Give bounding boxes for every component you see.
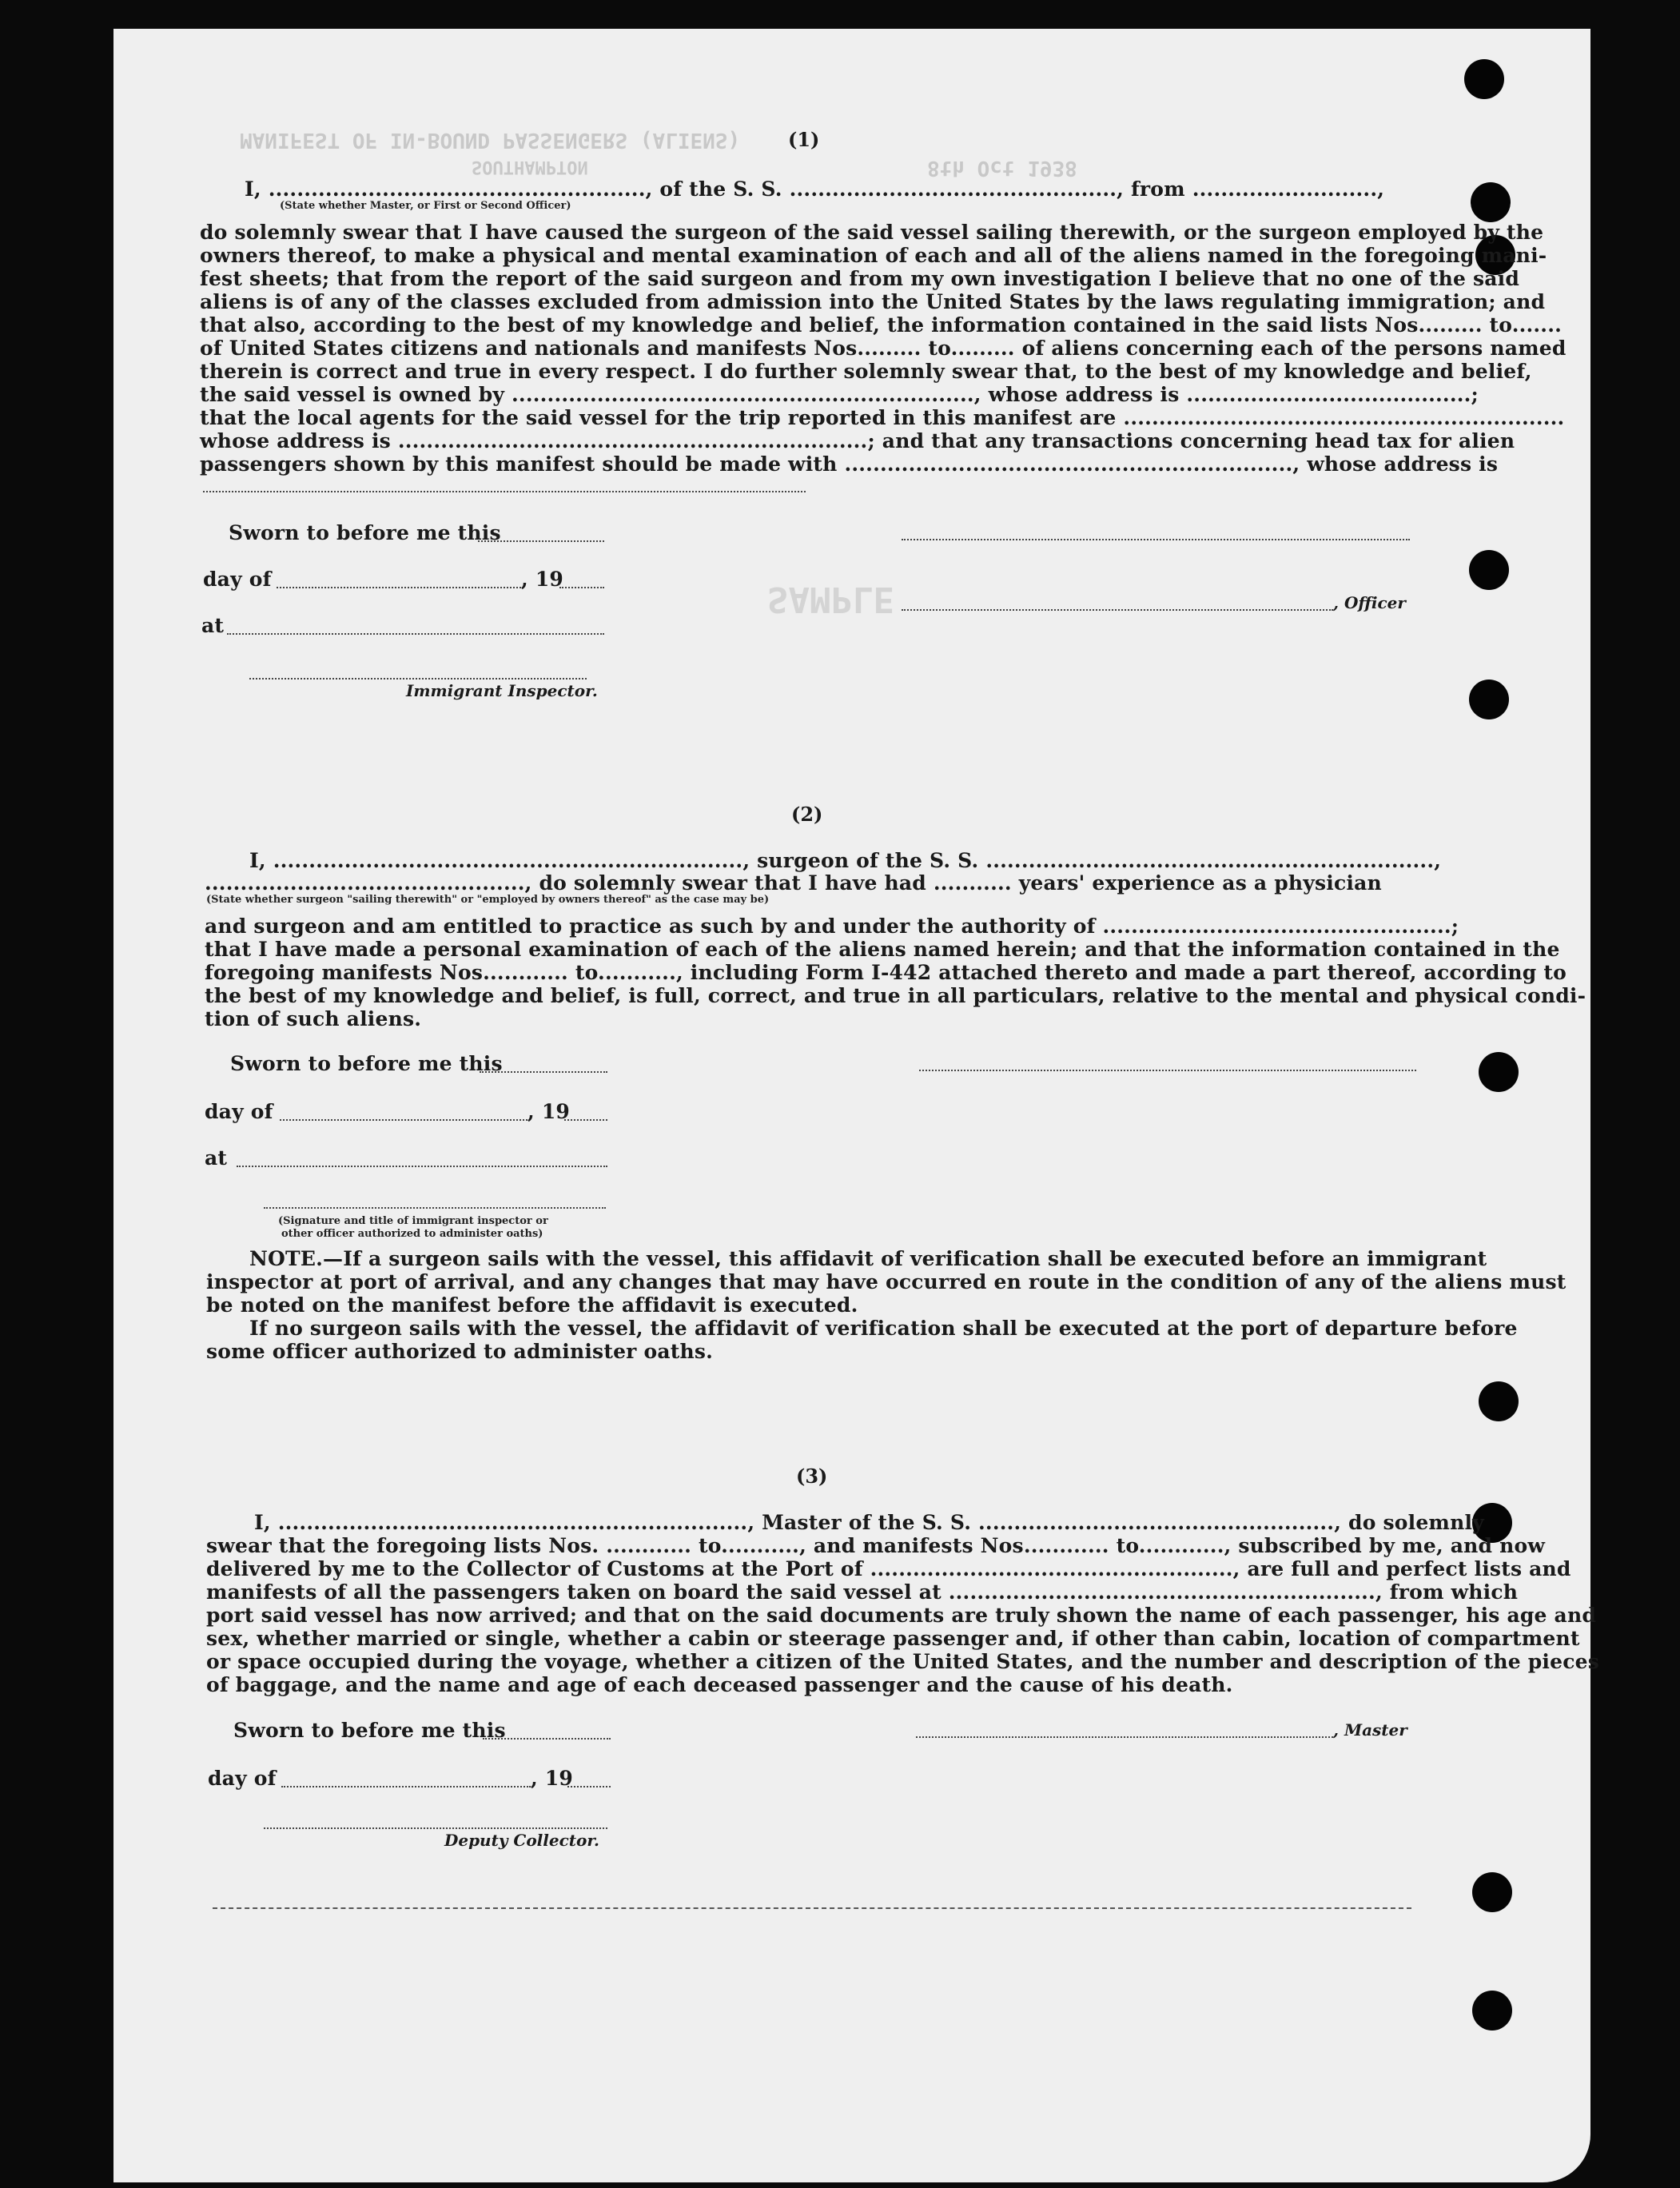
- bleed-stamp: SAMPLE: [767, 579, 894, 620]
- year-label: , 19: [527, 1100, 571, 1123]
- signature-note: (Signature and title of immigrant inspector or: [278, 1215, 548, 1227]
- inspector-label: Immigrant Inspector.: [406, 681, 598, 700]
- section-3-heading: (3): [796, 1465, 828, 1488]
- section-2-line: I, .................................................................., surgeon of the S. S. ...............................................................,: [249, 849, 1442, 872]
- bleed-date: 8th Oct 1938: [927, 156, 1077, 180]
- day-of-label: day of: [205, 1100, 273, 1123]
- sworn-label: Sworn to before me this: [230, 1052, 503, 1075]
- section-1-line: that the local agents for the said vessel for the trip reported in this manifest are ..............................................................: [200, 406, 1565, 429]
- section-1-line: of United States citizens and nationals and manifests Nos......... to......... of aliens concerning each of the persons named: [200, 337, 1567, 360]
- signature-note: other officer authorized to administer oaths): [281, 1228, 543, 1240]
- section-3-line: swear that the foregoing lists Nos. ............ to..........., and manifests Nos............ to............, subscribed by me, and now: [206, 1534, 1546, 1557]
- section-1-line: aliens is of any of the classes excluded from admission into the United States by the laws regulating immigration; and: [200, 290, 1546, 313]
- bleed-title: MANIFEST OF IN-BOUND PASSENGERS (ALIENS): [240, 128, 741, 152]
- section-1-line: owners thereof, to make a physical and mental examination of each and all of the aliens named in the foregoing mani-: [200, 244, 1547, 267]
- bleed-port: SOUTHAMPTON: [472, 157, 588, 177]
- at-label: at: [201, 614, 225, 637]
- sworn-label: Sworn to before me this: [233, 1719, 506, 1742]
- section-2-heading: (2): [791, 803, 823, 826]
- year-line: [564, 1119, 607, 1121]
- section-1-line: whose address is ..................................................................; and that any transactions concerning head tax for alien: [200, 429, 1515, 452]
- section-1-line: that also, according to the best of my knowledge and belief, the information contained in the said lists Nos......... to.......: [200, 313, 1563, 337]
- section-2-line: and surgeon and am entitled to practice as such by and under the authority of .................................................;: [205, 915, 1459, 938]
- year-line: [567, 1786, 611, 1787]
- section-3-line: of baggage, and the name and age of each deceased passenger and the cause of his death.: [206, 1673, 1233, 1696]
- officer-line: [902, 609, 1333, 611]
- punch-hole: [1469, 550, 1509, 590]
- section-2-line: foregoing manifests Nos............ to..........., including Form I-442 attached thereto and made a part thereof, according to: [205, 961, 1567, 984]
- section-1-line: do solemnly swear that I have caused the surgeon of the said vessel sailing therewith, or the surgeon employed by the: [200, 221, 1544, 244]
- note-line: inspector at port of arrival, and any changes that may have occurred en route in the condition of any of the aliens must: [206, 1270, 1567, 1293]
- year-prefix: 19: [541, 1100, 571, 1123]
- section-3-line: I, .................................................................., Master of the S. S. .................................................., do solemnly: [254, 1511, 1484, 1534]
- inspector-line: [249, 678, 587, 680]
- day-line: [277, 587, 521, 588]
- signature-line: [264, 1207, 606, 1209]
- year-prefix: 19: [544, 1767, 574, 1790]
- punch-hole: [1479, 1381, 1519, 1421]
- section-3-line: sex, whether married or single, whether a cabin or steerage passenger and, if other than cabin, location of compartment: [206, 1627, 1580, 1650]
- at-line: [227, 633, 604, 635]
- note-line: NOTE.—If a surgeon sails with the vessel, this affidavit of verification shall be executed before an immigrant: [249, 1247, 1487, 1270]
- collector-label: Deputy Collector.: [444, 1831, 600, 1850]
- year-label: , 19: [531, 1767, 574, 1790]
- section-3-line: manifests of all the passengers taken on board the said vessel at ............................................................, from which: [206, 1580, 1519, 1604]
- section-3-line: port said vessel has now arrived; and that on the said documents are truly shown the name of each passenger, his age and: [206, 1604, 1597, 1627]
- section-2-line: ............................................., do solemnly swear that I have had ........... years' experience as a physician: [205, 871, 1382, 895]
- officer-label: , Officer: [1333, 593, 1406, 612]
- section-1-heading: (1): [788, 128, 820, 151]
- collector-line: [264, 1827, 607, 1829]
- year-line: [559, 587, 604, 588]
- surgeon-signature-line: [919, 1070, 1416, 1071]
- section-1-line: therein is correct and true in every respect. I do further solemnly swear that, to the best of my knowledge and belief,: [200, 360, 1532, 383]
- day-line: [281, 1786, 531, 1787]
- note-line: be noted on the manifest before the affidavit is executed.: [206, 1293, 858, 1317]
- note-line: some officer authorized to administer oaths.: [206, 1340, 714, 1363]
- section-2-line: that I have made a personal examination of each of the aliens named herein; and that the information contained in the: [205, 938, 1560, 961]
- officer-title: Officer: [1344, 593, 1406, 612]
- officer-signature-line: [902, 539, 1410, 540]
- sworn-label: Sworn to before me this: [229, 521, 501, 544]
- at-line: [237, 1166, 607, 1167]
- punch-hole: [1469, 680, 1509, 719]
- master-label: , Master: [1333, 1720, 1407, 1740]
- year-prefix: 19: [535, 568, 564, 591]
- sworn-date-line: [478, 540, 604, 542]
- punch-hole: [1479, 1052, 1519, 1092]
- sworn-date-line: [483, 1738, 611, 1740]
- sworn-date-line: [480, 1071, 607, 1073]
- section-1-line: fest sheets; that from the report of the said surgeon and from my own investigation I believe that no one of the said: [200, 267, 1520, 290]
- day-of-label: day of: [203, 568, 272, 591]
- punch-hole: [1464, 59, 1504, 99]
- day-line: [280, 1119, 527, 1121]
- punch-hole: [1472, 1872, 1512, 1912]
- punch-hole: [1472, 1991, 1512, 2031]
- at-label: at: [205, 1146, 228, 1170]
- surgeon-note: (State whether surgeon "sailing therewith" or "employed by owners thereof" as the case may be): [206, 894, 770, 906]
- section-1-line: passengers shown by this manifest should be made with ..............................................................., whose address is: [200, 452, 1499, 476]
- master-title: Master: [1344, 1720, 1407, 1740]
- day-of-label: day of: [208, 1767, 277, 1790]
- note-line: If no surgeon sails with the vessel, the affidavit of verification shall be executed at the port of departure before: [249, 1317, 1518, 1340]
- punch-hole: [1471, 182, 1511, 222]
- section-2-line: tion of such aliens.: [205, 1007, 422, 1030]
- section-1-line: the said vessel is owned by ................................................................., whose address is ........................................;: [200, 383, 1479, 406]
- year-label: , 19: [521, 568, 564, 591]
- master-signature-line: [916, 1736, 1333, 1738]
- blank-line: [203, 491, 806, 492]
- section-3-line: or space occupied during the voyage, whether a citizen of the United States, and the number and description of the pieces: [206, 1650, 1600, 1673]
- officer-note: (State whether Master, or First or Second Officer): [280, 200, 571, 212]
- section-3-line: delivered by me to the Collector of Customs at the Port of ..................................................., are full and perfect lists and: [206, 1557, 1571, 1580]
- section-2-line: the best of my knowledge and belief, is full, correct, and true in all particulars, relative to the mental and physical condi-: [205, 984, 1586, 1007]
- section-1-line: I, ....................................................., of the S. S. .............................................., from ..........................,: [245, 177, 1385, 201]
- footer-line: [213, 1907, 1411, 1909]
